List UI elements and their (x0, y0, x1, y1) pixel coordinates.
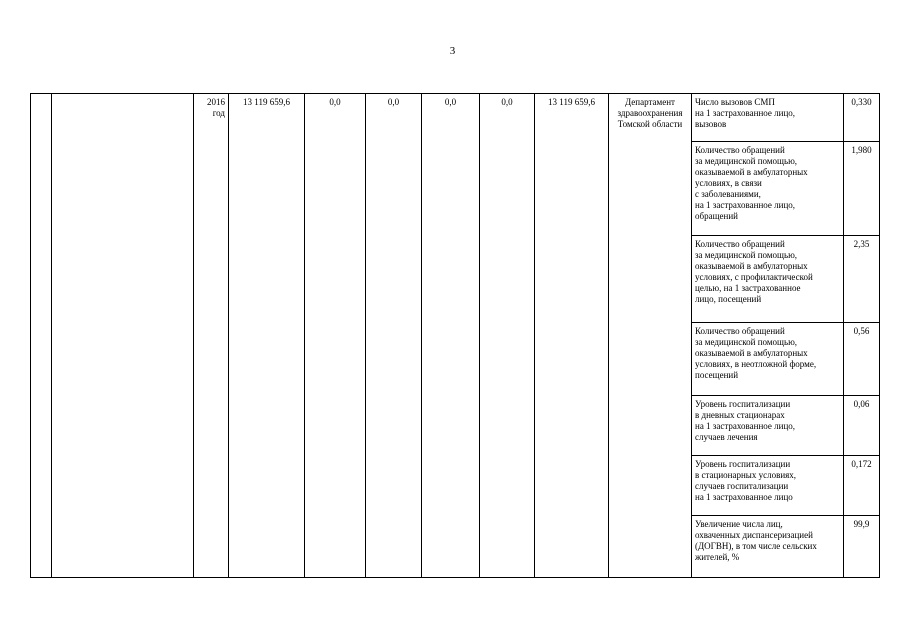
indicator-value: 0,06 (844, 396, 880, 456)
program-table (30, 93, 880, 578)
indicator-name: Число вызовов СМП на 1 застрахованное лицо, вызовов (692, 94, 844, 142)
total-cell: 13 119 659,6 (229, 94, 305, 578)
total2-cell: 13 119 659,6 (535, 94, 609, 578)
indicator-value: 0,56 (844, 323, 880, 396)
department-cell: Департамент здравоохранения Томской области (609, 94, 692, 578)
measure-name-cell (52, 94, 194, 578)
indicator-value: 1,980 (844, 142, 880, 236)
indicator-value: 2,35 (844, 236, 880, 323)
indicator-value: 99,9 (844, 516, 880, 578)
value-cell-2: 0,0 (366, 94, 422, 578)
table-row (31, 94, 880, 142)
value-cell-4: 0,0 (480, 94, 535, 578)
indicator-name: Количество обращений за медицинской помощью, оказываемой в амбулаторных условиях, в неотложной форме, посещений (692, 323, 844, 396)
indicator-name: Уровень госпитализации в стационарных условиях, случаев госпитализации на 1 застрахованное лицо (692, 456, 844, 516)
number-cell (31, 94, 52, 578)
indicator-name: Увеличение числа лиц, охваченных диспансеризацией (ДОГВН), в том числе сельских жителей, % (692, 516, 844, 578)
value-cell-1: 0,0 (305, 94, 366, 578)
indicator-name: Количество обращений за медицинской помощью, оказываемой в амбулаторных условиях, с профилактической целью, на 1 застрахованное лицо, посещений (692, 236, 844, 323)
indicator-value: 0,330 (844, 94, 880, 142)
year-cell: 2016 год (194, 94, 229, 578)
indicator-name: Уровень госпитализации в дневных стационарах на 1 застрахованное лицо, случаев лечения (692, 396, 844, 456)
page-number: 3 (449, 45, 456, 57)
indicator-name: Количество обращений за медицинской помощью, оказываемой в амбулаторных условиях, в связи с заболеваниями, на 1 застрахованное лицо, обращений (692, 142, 844, 236)
value-cell-3: 0,0 (422, 94, 480, 578)
indicator-value: 0,172 (844, 456, 880, 516)
